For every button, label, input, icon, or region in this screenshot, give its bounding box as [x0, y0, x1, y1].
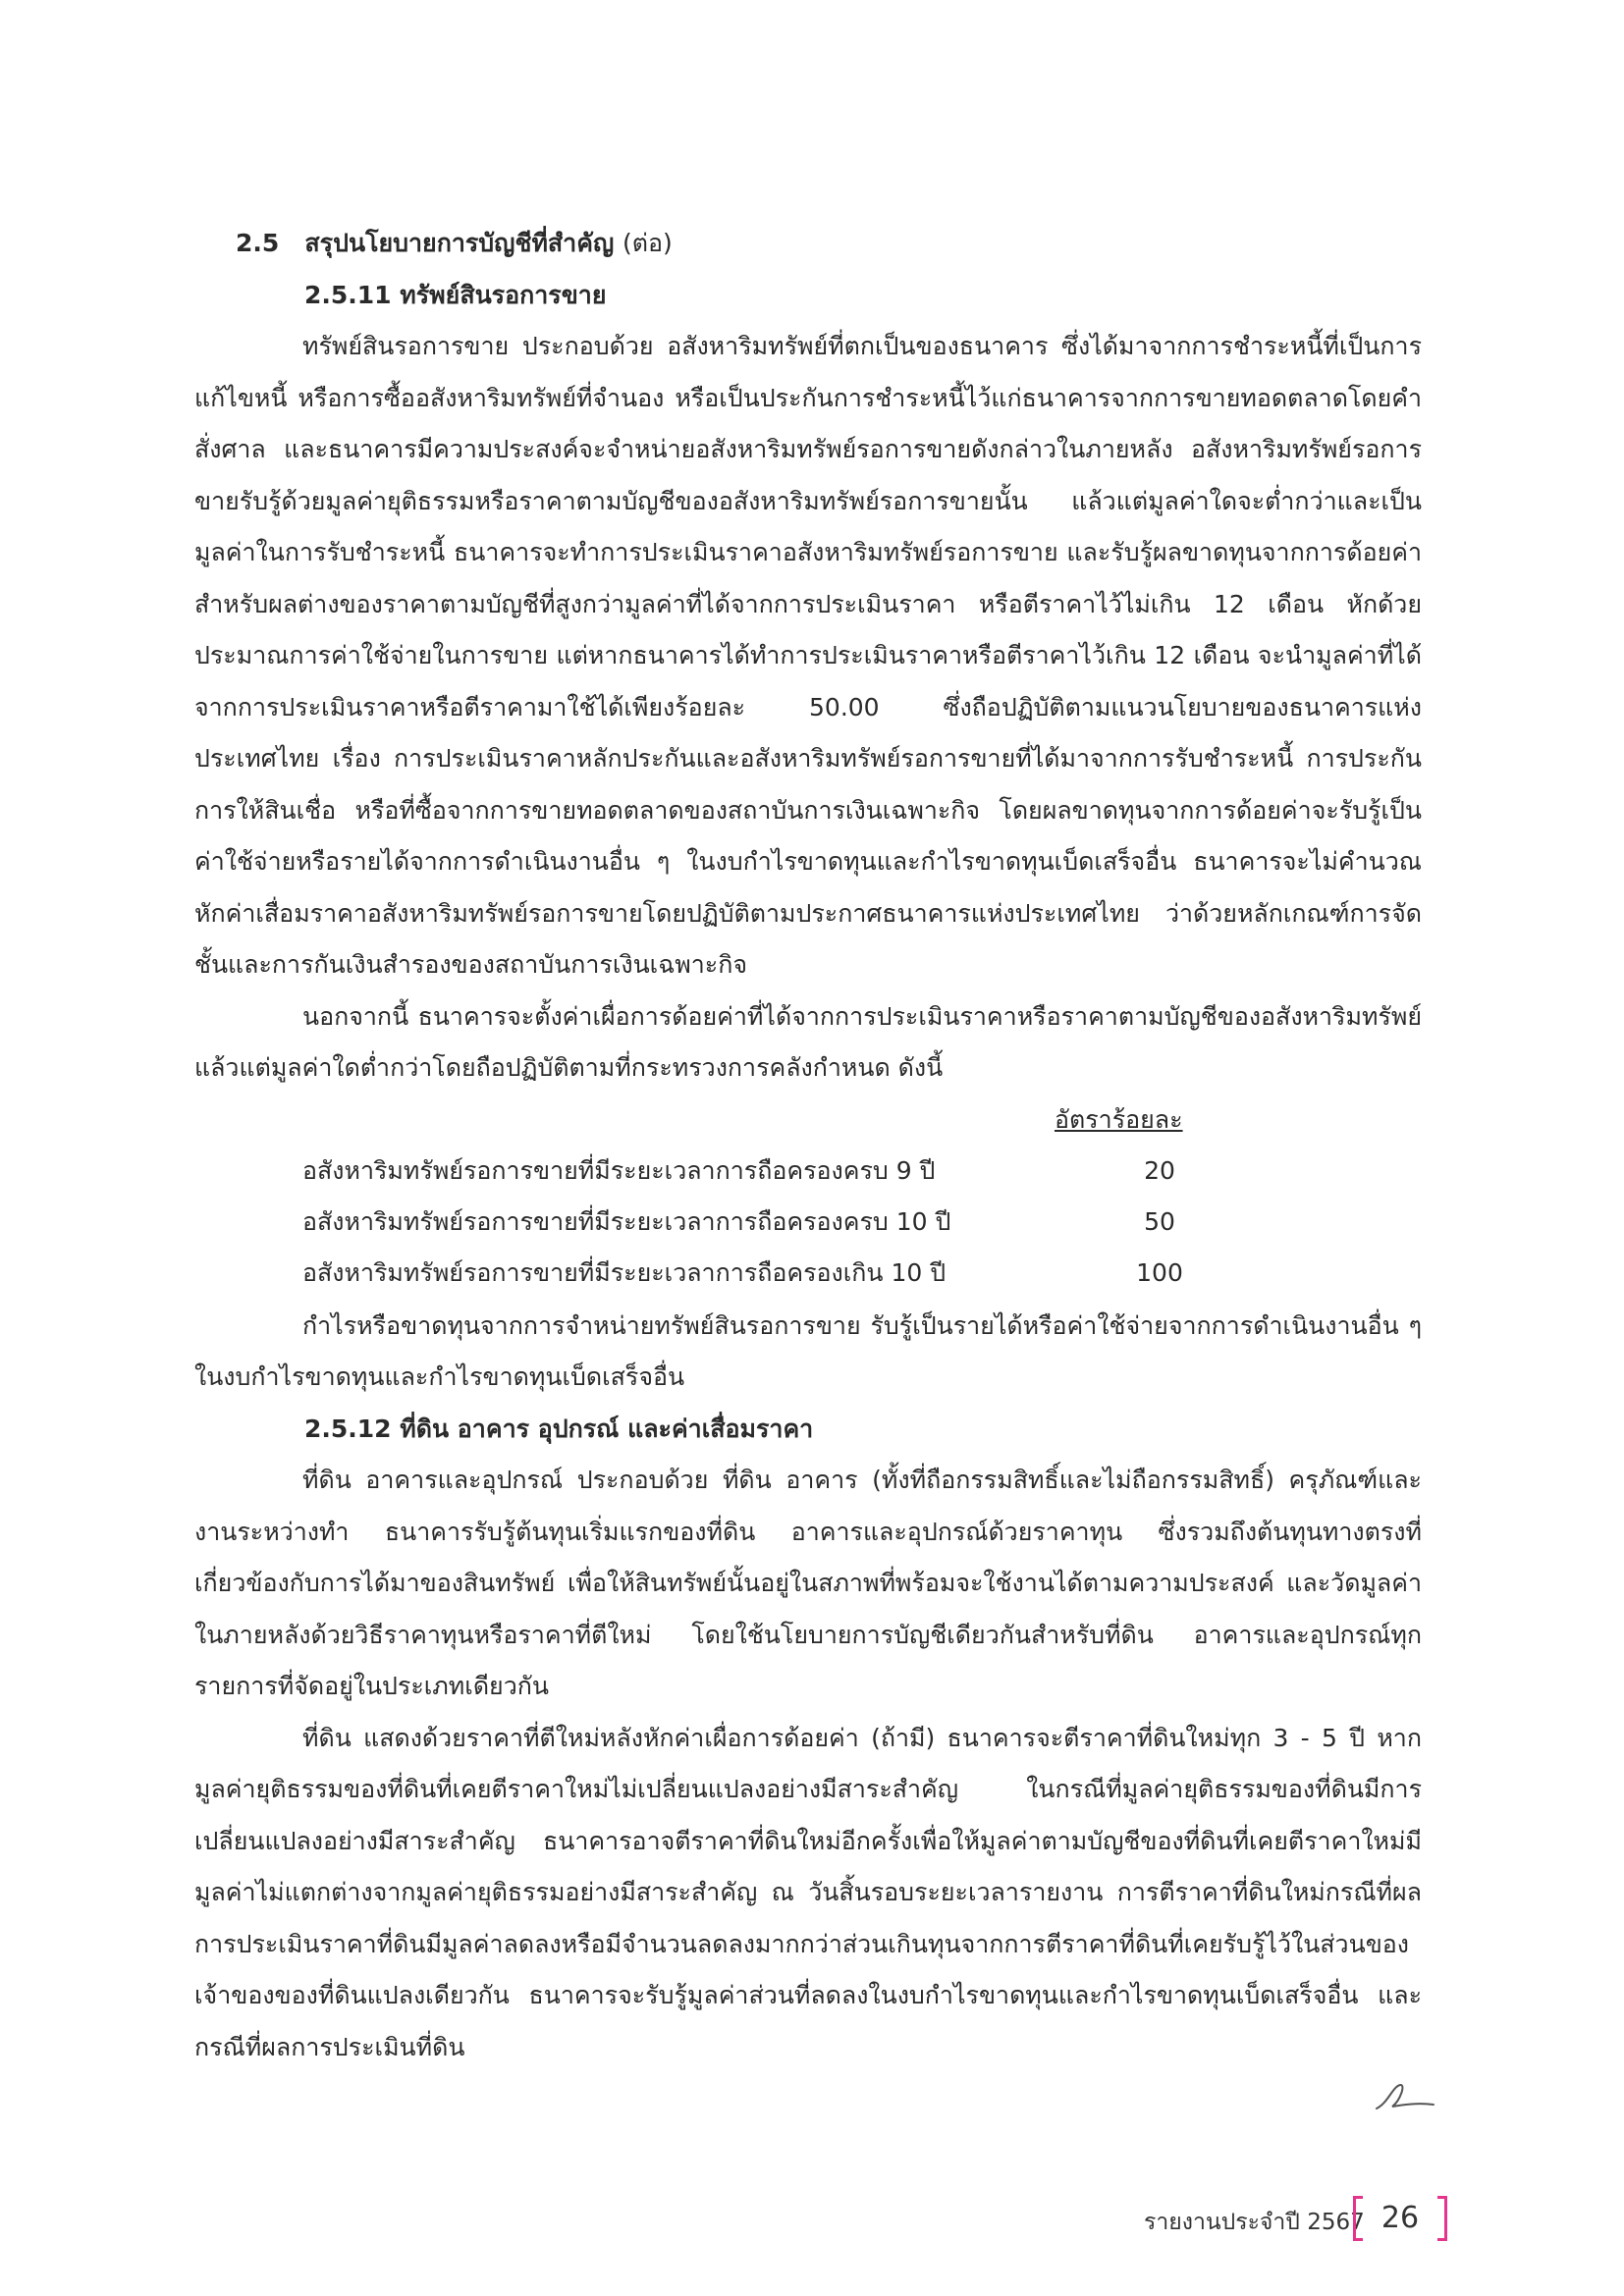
- rate-row-value: 50: [1144, 1206, 1175, 1236]
- rate-row: [302, 1248, 1284, 1299]
- paragraph-property-equipment: ที่ดิน อาคารและอุปกรณ์ ประกอบด้วย ที่ดิน อาคาร (ทั้งที่ถือกรรมสิทธิ์และไม่ถือกรรมสิทธิ์) ครุภัณฑ์และงานระหว่างทำ ธนาคารรับรู้ต้นทุนเริ่มแรกของที่ดิน อาคารและอุปกรณ์ด้วยราคาทุน ซึ่งรวมถึงต้นทุนทางตรงที่เกี่ยวข้องกับการได้มาของสินทรัพย์ เพื่อให้สินทรัพย์นั้นอยู่ในสภาพที่พร้อมจะใช้งานได้ตามความประสงค์ และวัดมูลค่าในภายหลังด้วยวิธีราคาทุนหรือราคาที่ตีใหม่ โดยใช้นโยบายการบัญชีเดียวกันสำหรับที่ดิน อาคารและอุปกรณ์ทุกรายการที่จัดอยู่ในประเภทเดียวกัน: [194, 1466, 1422, 1700]
- subsection-heading-2-5-11: 2.5.11 ทรัพย์สินรอการขาย: [304, 280, 607, 309]
- rate-row-value: 20: [1144, 1155, 1175, 1185]
- impairment-rate-table: [194, 1095, 1422, 1301]
- rate-row: [302, 1197, 1284, 1248]
- rate-row-value: 100: [1136, 1257, 1183, 1287]
- rate-row-label: อสังหาริมทรัพย์รอการขายที่มีระยะเวลาการถือครองครบ 10 ปี: [302, 1206, 951, 1236]
- subsection-heading-2-5-12: 2.5.12 ที่ดิน อาคาร อุปกรณ์ และค่าเสื่อมราคา: [304, 1414, 814, 1443]
- rate-row-label: อสังหาริมทรัพย์รอการขายที่มีระยะเวลาการถือครองครบ 9 ปี: [302, 1155, 936, 1185]
- rate-column-header: อัตราร้อยละ: [1055, 1104, 1183, 1134]
- footer-report-label: รายงานประจำปี 2567: [1144, 2210, 1365, 2235]
- paragraph-impairment-allowance: นอกจากนี้ ธนาคารจะตั้งค่าเผื่อการด้อยค่าที่ได้จากการประเมินราคาหรือราคาตามบัญชีของอสังหาริมทรัพย์แล้วแต่มูลค่าใดต่ำกว่าโดยถือปฏิบัติตามที่กระทรวงการคลังกำหนด ดังนี้: [194, 1001, 1422, 1082]
- section-number: 2.5: [236, 229, 280, 257]
- signature-mark: [1371, 2079, 1439, 2118]
- page-content: [194, 218, 1422, 2073]
- section-heading: [236, 218, 1422, 270]
- footer-page-number: 26: [1353, 2197, 1447, 2240]
- paragraph-land-revaluation: ที่ดิน แสดงด้วยราคาที่ตีใหม่หลังหักค่าเผื่อการด้อยค่า (ถ้ามี) ธนาคารจะตีราคาที่ดินใหม่ทุก 3 - 5 ปี หากมูลค่ายุติธรรมของที่ดินที่เคยตีราคาใหม่ไม่เปลี่ยนแปลงอย่างมีสาระสำคัญ ในกรณีที่มูลค่ายุติธรรมของที่ดินมีการเปลี่ยนแปลงอย่างมีสาระสำคัญ ธนาคารอาจตีราคาที่ดินใหม่อีกครั้งเพื่อให้มูลค่าตามบัญชีของที่ดินที่เคยตีราคาใหม่มีมูลค่าไม่แตกต่างจากมูลค่ายุติธรรมอย่างมีสาระสำคัญ ณ วันสิ้นรอบระยะเวลารายงาน การตีราคาที่ดินใหม่กรณีที่ผลการประเมินราคาที่ดินมีมูลค่าลดลงหรือมีจำนวนลดลงมากกว่าส่วนเกินทุนจากการตีราคาที่ดินที่เคยรับรู้ไว้ในส่วนของเจ้าของของที่ดินแปลงเดียวกัน ธนาคารจะรับรู้มูลค่าส่วนที่ลดลงในงบกำไรขาดทุนและกำไรขาดทุนเบ็ดเสร็จอื่น และกรณีที่ผลการประเมินที่ดิน: [194, 1723, 1422, 2061]
- section-title: สรุปนโยบายการบัญชีที่สำคัญ: [304, 229, 615, 257]
- rate-row: [302, 1146, 1284, 1197]
- paragraph-gain-loss-on-sale: กำไรหรือขาดทุนจากการจำหน่ายทรัพย์สินรอการขาย รับรู้เป็นรายได้หรือค่าใช้จ่ายจากการดำเนินงานอื่น ๆ ในงบกำไรขาดทุนและกำไรขาดทุนเบ็ดเสร็จอื่น: [194, 1310, 1422, 1391]
- paragraph-assets-for-sale: ทรัพย์สินรอการขาย ประกอบด้วย อสังหาริมทรัพย์ที่ตกเป็นของธนาคาร ซึ่งได้มาจากการชำระหนี้ที่เป็นการแก้ไขหนี้ หรือการซื้ออสังหาริมทรัพย์ที่จำนอง หรือเป็นประกันการชำระหนี้ไว้แก่ธนาคารจากการขายทอดตลาดโดยคำสั่งศาล และธนาคารมีความประสงค์จะจำหน่ายอสังหาริมทรัพย์รอการขายดังกล่าวในภายหลัง อสังหาริมทรัพย์รอการขายรับรู้ด้วยมูลค่ายุติธรรมหรือราคาตามบัญชีของอสังหาริมทรัพย์รอการขายนั้น แล้วแต่มูลค่าใดจะต่ำกว่าและเป็นมูลค่าในการรับชำระหนี้ ธนาคารจะทำการประเมินราคาอสังหาริมทรัพย์รอการขาย และรับรู้ผลขาดทุนจากการด้อยค่าสำหรับผลต่างของราคาตามบัญชีที่สูงกว่ามูลค่าที่ได้จากการประเมินราคา หรือตีราคาไว้ไม่เกิน 12 เดือน หักด้วยประมาณการค่าใช้จ่ายในการขาย แต่หากธนาคารได้ทำการประเมินราคาหรือตีราคาไว้เกิน 12 เดือน จะนำมูลค่าที่ได้จากการประเมินราคาหรือตีราคามาใช้ได้เพียงร้อยละ 50.00 ซึ่งถือปฏิบัติตามแนวนโยบายของธนาคารแห่งประเทศไทย เรื่อง การประเมินราคาหลักประกันและอสังหาริมทรัพย์รอการขายที่ได้มาจากการรับชำระหนี้ การประกันการให้สินเชื่อ หรือที่ซื้อจากการขายทอดตลาดของสถาบันการเงินเฉพาะกิจ โดยผลขาดทุนจากการด้อยค่าจะรับรู้เป็นค่าใช้จ่ายหรือรายได้จากการดำเนินงานอื่น ๆ ในงบกำไรขาดทุนและกำไรขาดทุนเบ็ดเสร็จอื่น ธนาคารจะไม่คำนวณหักค่าเสื่อมราคาอสังหาริมทรัพย์รอการขายโดยปฏิบัติตามประกาศธนาคารแห่งประเทศไทย ว่าด้วยหลักเกณฑ์การจัดชั้นและการกันเงินสำรองของสถาบันการเงินเฉพาะกิจ: [194, 332, 1422, 979]
- section-continued: (ต่อ): [622, 229, 673, 257]
- rate-row-label: อสังหาริมทรัพย์รอการขายที่มีระยะเวลาการถือครองเกิน 10 ปี: [302, 1257, 947, 1287]
